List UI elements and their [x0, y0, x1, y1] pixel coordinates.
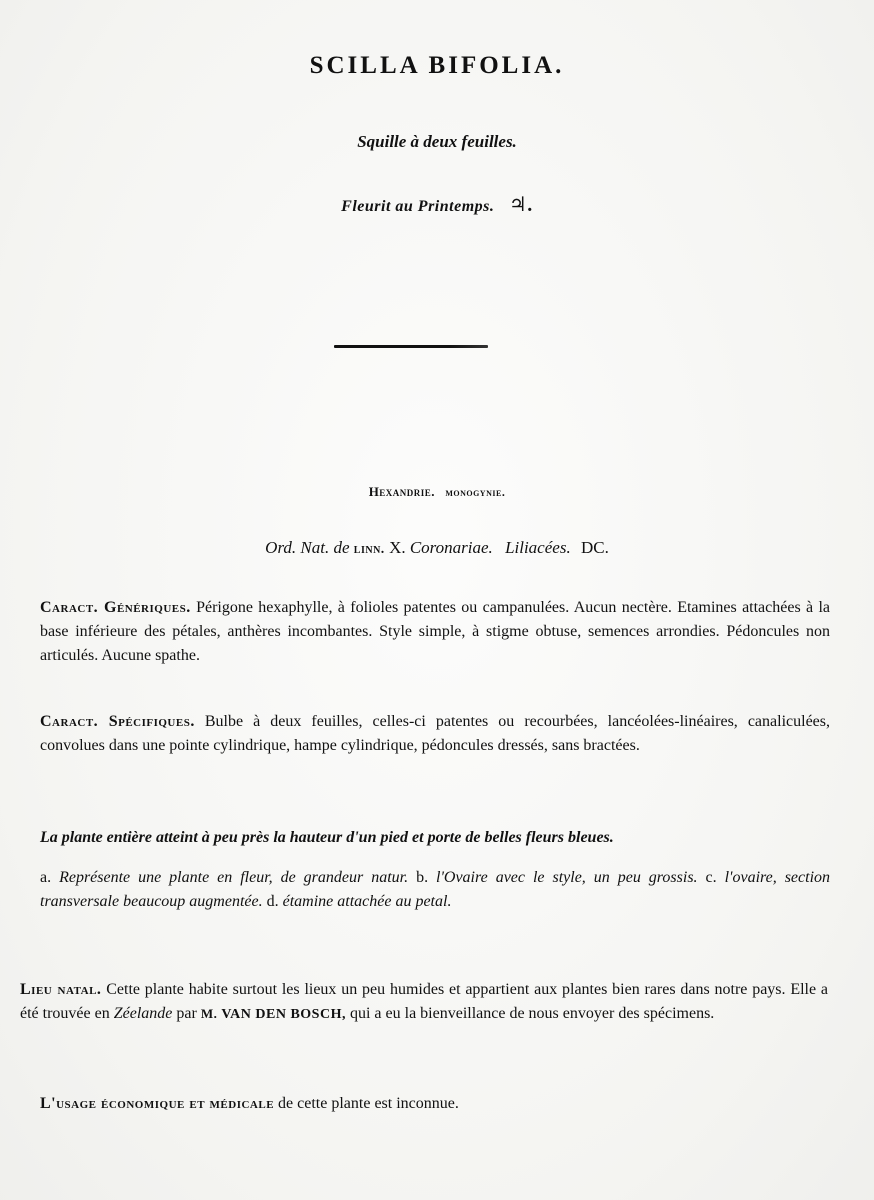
figure-legend	[40, 866, 830, 914]
perennial-symbol-icon: ♃.	[508, 194, 533, 216]
fig-b-text: l'Ovaire avec le style, un peu grossis.	[436, 869, 698, 886]
classification	[0, 484, 874, 500]
lieu-m: M.	[200, 1006, 218, 1021]
generic-label: Caract. Génériques.	[40, 599, 191, 616]
ordnat-dc: DC.	[580, 538, 609, 557]
order-name: monogynie.	[445, 485, 506, 499]
fig-c-label: c.	[705, 869, 717, 886]
ordnat-liliacees: Liliacées.	[505, 538, 571, 557]
fig-d-label: d.	[266, 893, 279, 910]
lieu-name: VAN DEN BOSCH,	[221, 1007, 346, 1022]
flowering-text: Fleurit au Printemps.	[341, 198, 495, 215]
lieu-text-1: Cette plante habite surtout les lieux un peu humides et appartient aux plantes bien rares dans notre pays. Elle a été trouvée en	[20, 981, 829, 1022]
usage-note	[40, 1092, 830, 1116]
natural-order-line	[0, 538, 874, 558]
generic-text: Périgone hexaphylle, à folioles patentes ou campanulées. Aucun nectère. Etamines attachées à la base inférieure des pétales, anthères incombantes. Style simple, à stigme obtuse, semences arrondies. Pédoncules non articulés. Aucune spathe.	[40, 599, 830, 664]
fig-c-text: l'ovaire, section transversale beaucoup augmentée.	[40, 869, 831, 910]
page-title: SCILLA BIFOLIA.	[309, 52, 565, 79]
specific-characters	[40, 710, 830, 758]
divider-rule	[334, 345, 488, 348]
fig-d-text: étamine attachée au petal.	[282, 893, 452, 910]
flowering-line	[0, 192, 874, 217]
usage-text: de cette plante est inconnue.	[278, 1095, 459, 1112]
fig-b-label: b.	[416, 869, 429, 886]
ordnat-prefix: Ord. Nat. de	[265, 538, 350, 557]
lieu-par: par	[176, 1005, 197, 1022]
lieu-text-2: qui a eu la bienveillance de nous envoyer des spécimens.	[349, 1005, 715, 1022]
specific-text: Bulbe à deux feuilles, celles-ci patentes ou recourbées, lancéolées-linéaires, canaliculées, convolues dans une pointe cylindrique, hampe cylindrique, pédoncules dressés, sans bractées.	[40, 713, 830, 754]
lieu-label: Lieu natal.	[20, 981, 102, 998]
class-name: Hexandrie.	[368, 484, 436, 499]
fig-a-text: Représente une plante en fleur, de grandeur natur.	[59, 869, 409, 886]
generic-characters	[40, 596, 830, 668]
plant-note: La plante entière atteint à peu près la hauteur d'un pied et porte de belles fleurs bleues.	[40, 829, 614, 846]
ordnat-number: X.	[389, 538, 406, 557]
lieu-zeelande: Zéelande	[113, 1005, 173, 1022]
common-name: Squille à deux feuilles.	[357, 132, 517, 151]
native-habitat	[20, 978, 828, 1027]
ordnat-coronariae: Coronariae.	[409, 538, 493, 557]
ordnat-linn: linn.	[353, 542, 385, 557]
specific-label: Caract. Spécifiques.	[40, 713, 195, 730]
fig-a-label: a.	[40, 869, 52, 886]
usage-label: L'usage économique et médicale	[40, 1095, 275, 1112]
